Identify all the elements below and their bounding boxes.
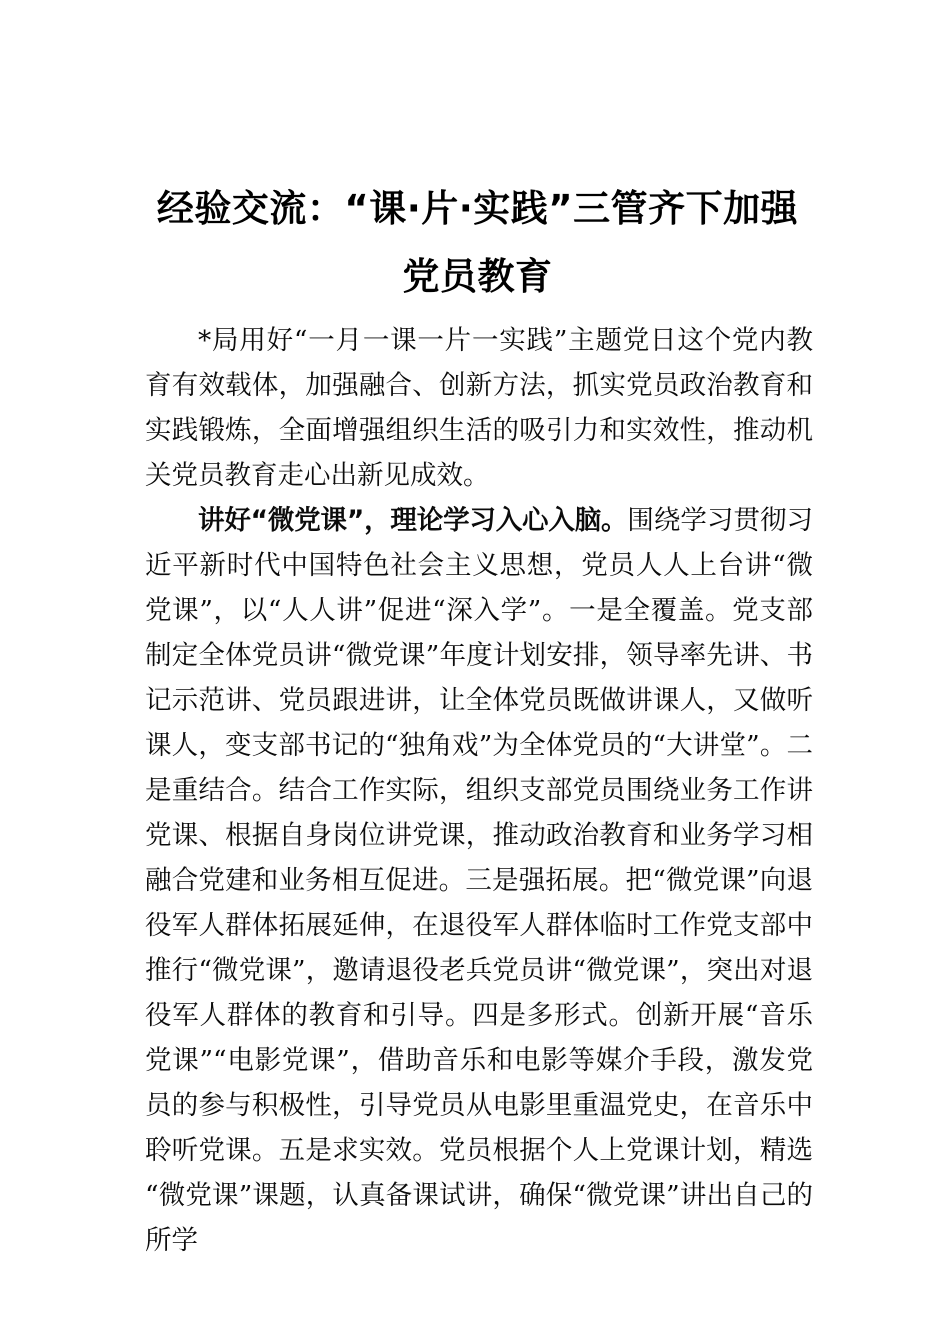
document-body [145,318,813,1263]
paragraph-section-one [145,498,813,1263]
paragraph-intro [145,318,813,498]
page-title: 经验交流：“课·片·实践”三管齐下加强党员教育 [156,186,799,298]
paragraph-intro-text: *局用好“一月一课一片一实践”主题党日这个党内教育有效载体，加强融合、创新方法，抓实党员政治教育和实践锻炼，全面增强组织生活的吸引力和实效性，推动机关党员教育走心出新见成效。 [145,325,813,491]
paragraph-section-one-lead: 讲好“微党课”，理论学习入心入脑。 [198,505,628,536]
paragraph-section-one-text: 围绕学习贯彻习近平新时代中国特色社会主义思想，党员人人上台讲“微党课”，以“人人讲”促进“深入学”。一是全覆盖。党支部制定全体党员讲“微党课”年度计划安排，领导率先讲、书记示范讲、党员跟进讲，让全体党员既做讲课人，又做听课人，变支部书记的“独角戏”为全体党员的“大讲堂”。二是重结合。结合工作实际，组织支部党员围绕业务工作讲党课、根据自身岗位讲党课，推动政治教育和业务学习相融合党建和业务相互促进。三是强拓展。把“微党课”向退役军人群体拓展延伸，在退役军人群体临时工作党支部中推行“微党课”，邀请退役老兵党员讲“微党课”，突出对退役军人群体的教育和引导。四是多形式。创新开展“音乐党课”“电影党课”，借助音乐和电影等媒介手段，激发党员的参与积极性，引导党员从电影里重温党史，在音乐中聆听党课。五是求实效。党员根据个人上党课计划，精选“微党课”课题，认真备课试讲，确保“微党课”讲出自己的所学 [145,505,814,1256]
